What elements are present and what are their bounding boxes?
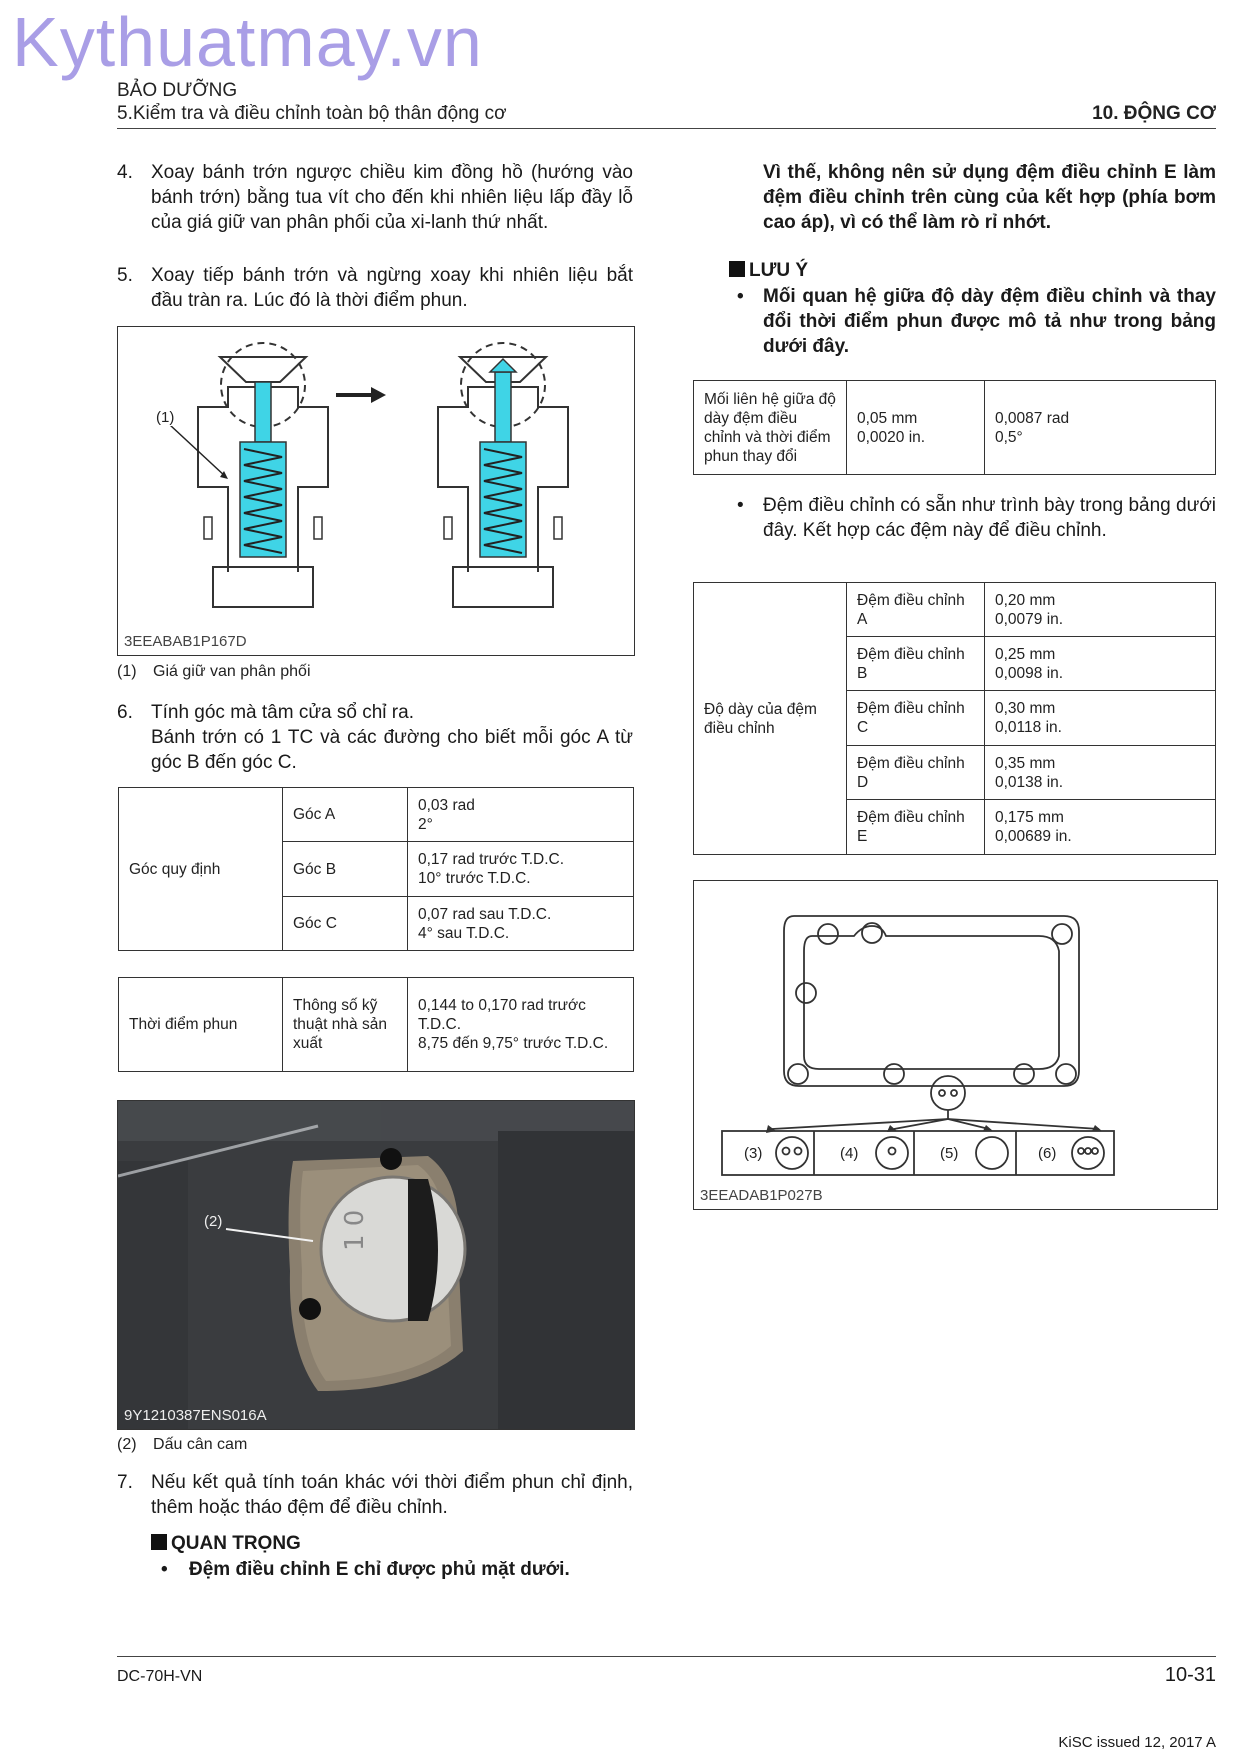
callout-2: (2) <box>204 1213 223 1230</box>
caption-text: Dấu cân cam <box>153 1436 248 1453</box>
shim-value: 0,175 mm 0,00689 in. <box>985 800 1216 855</box>
step-number: 4. <box>117 162 133 183</box>
step-text-2: Bánh trớn có 1 TC và các đường cho biết mỗi góc A từ góc B đến góc C. <box>151 727 633 773</box>
angle-name: Góc C <box>283 897 408 951</box>
shim-name: Đệm điều chỉnh D <box>847 746 985 800</box>
footer-doc-code: DC-70H-VN <box>117 1668 203 1685</box>
row-label: Góc quy định <box>119 788 283 951</box>
header-rule <box>117 128 1216 129</box>
step-text: Nếu kết quả tính toán khác với thời điểm phun chỉ định, thêm hoặc tháo đệm để điều chỉnh. <box>151 1472 633 1518</box>
spec-angle-table <box>118 787 634 951</box>
photo-code: 9Y1210387ENS016A <box>124 1407 267 1424</box>
caption-text: Giá giữ van phân phối <box>153 663 311 680</box>
header-section: BẢO DƯỠNG <box>117 80 238 101</box>
shim-relation-table <box>693 380 1216 475</box>
caption-number: (2) <box>117 1436 137 1453</box>
callout-1: (1) <box>156 409 175 426</box>
step-number: 7. <box>117 1472 133 1493</box>
angle-value: 0,07 rad sau T.D.C. 4° sau T.D.C. <box>408 897 634 951</box>
important-box <box>151 1533 570 1581</box>
shim-value: 0,25 mm 0,0098 in. <box>985 637 1216 691</box>
note-title: LƯU Ý <box>749 260 809 281</box>
step-6 <box>117 700 633 775</box>
caption-2 <box>117 1436 247 1454</box>
photo-flywheel-mark <box>117 1100 635 1430</box>
square-icon <box>151 1534 167 1550</box>
angle-value: 0,17 rad trước T.D.C. 10° trước T.D.C. <box>408 842 634 897</box>
shim-thickness-table <box>693 582 1216 855</box>
figure-shim-gasket <box>693 880 1218 1210</box>
row-label: Mối liên hệ giữa độ dày đệm điều chỉnh và thời điểm phun thay đổi <box>694 381 847 475</box>
thickness-value: 0,05 mm 0,0020 in. <box>847 381 985 475</box>
step-text: Tính góc mà tâm cửa sổ chỉ ra. <box>151 702 414 723</box>
step-number: 6. <box>117 702 133 723</box>
shim-name: Đệm điều chỉnh E <box>847 800 985 855</box>
shim-name: Đệm điều chỉnh C <box>847 691 985 746</box>
bullet-icon: • <box>161 1559 168 1580</box>
step-text: Xoay tiếp bánh trớn và ngừng xoay khi nhiên liệu bắt đầu tràn ra. Lúc đó là thời điểm phun. <box>151 265 633 311</box>
watermark: Kythuatmay.vn <box>12 3 483 81</box>
footer-rule <box>117 1656 1216 1657</box>
bullet-shims-available: • Đệm điều chỉnh có sẵn như trình bày trong bảng dưới đây. Kết hợp các đệm này để điều chỉnh. <box>737 495 1216 541</box>
shim-value: 0,30 mm 0,0118 in. <box>985 691 1216 746</box>
note-box <box>729 260 1216 359</box>
shim-name: Đệm điều chỉnh B <box>847 637 985 691</box>
shim-value: 0,20 mm 0,0079 in. <box>985 583 1216 637</box>
step-4 <box>117 160 633 235</box>
header-subsection: 5.Kiểm tra và điều chỉnh toàn bộ thân động cơ <box>117 103 507 124</box>
row-label: Độ dày của đệm điều chỉnh <box>694 583 847 855</box>
square-icon <box>729 261 745 277</box>
spec-value: 0,144 to 0,170 rad trước T.D.C. 8,75 đến 9,75° trước T.D.C. <box>408 978 634 1072</box>
angle-name: Góc A <box>283 788 408 842</box>
footer-page-number: 10-31 <box>1164 1664 1216 1686</box>
step-text: Xoay bánh trớn ngược chiều kim đồng hồ (hướng vào bánh trớn) bằng tua vít cho đến khi nhiên liệu lấp đầy lỗ của giá giữ van phân phối của xi-lanh thứ nhất. <box>151 162 633 233</box>
note-bullet: • Mối quan hệ giữa độ dày đệm điều chỉnh và thay đổi thời điểm phun được mô tả như trong bảng dưới đây. <box>737 286 1216 357</box>
shim-name: Đệm điều chỉnh A <box>847 583 985 637</box>
callout-4: (4) <box>840 1145 859 1162</box>
header-chapter: 10. ĐỘNG CƠ <box>1092 103 1216 124</box>
delivery-valve-diagram <box>118 327 634 655</box>
step-5 <box>117 263 633 313</box>
footer-issued: KiSC issued 12, 2017 A <box>1058 1734 1216 1751</box>
svg-text:1 0: 1 0 <box>340 1209 370 1251</box>
caption-number: (1) <box>117 663 137 680</box>
angle-name: Góc B <box>283 842 408 897</box>
flywheel-photo-illustration <box>118 1101 634 1429</box>
angle-value: 0,03 rad 2° <box>408 788 634 842</box>
spec-name: Thông số kỹ thuật nhà sản xuất <box>283 978 408 1072</box>
important-bullet: • Đệm điều chỉnh E chỉ được phủ mặt dưới. <box>151 1559 570 1581</box>
bullet-icon: • <box>737 495 744 516</box>
row-label: Thời điểm phun <box>119 978 283 1072</box>
important-title: QUAN TRỌNG <box>171 1533 301 1554</box>
callout-5: (5) <box>940 1145 959 1162</box>
step-number: 5. <box>117 265 133 286</box>
bullet-icon: • <box>737 286 744 307</box>
step-7 <box>117 1470 633 1520</box>
caption-1 <box>117 663 311 681</box>
callout-3: (3) <box>744 1145 763 1162</box>
figure-delivery-valve <box>117 326 635 656</box>
injection-timing-table <box>118 977 634 1072</box>
callout-6: (6) <box>1038 1145 1057 1162</box>
figure-code: 3EEABAB1P167D <box>124 633 247 650</box>
shim-value: 0,35 mm 0,0138 in. <box>985 746 1216 800</box>
figure-code: 3EEADAB1P027B <box>700 1187 823 1204</box>
warning-text: Vì thế, không nên sử dụng đệm điều chỉnh E làm đệm điều chỉnh trên cùng của kết hợp (phía bơm cao áp), vì có thể làm rò rỉ nhớt. <box>763 162 1216 233</box>
timing-change-value: 0,0087 rad 0,5° <box>985 381 1216 475</box>
